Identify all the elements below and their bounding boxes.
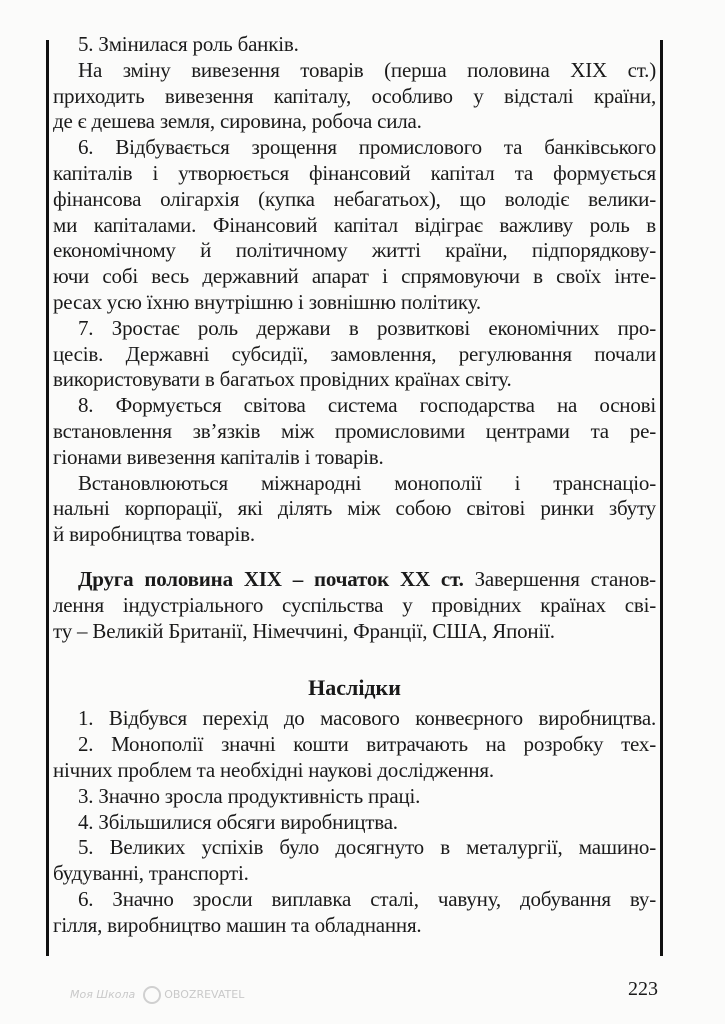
paragraph (53, 58, 656, 135)
section-heading: Наслідки (308, 675, 401, 701)
text-line: ючи собі весь державний апарат і спрямовуючи в своїх інте- (53, 264, 656, 289)
text-line: 6. Відбувається зрощення промислового та банківського (78, 135, 656, 160)
text-line: 8. Формується світова система господарства на основі (78, 393, 656, 418)
page-text (53, 32, 656, 939)
right-margin-rule (660, 40, 663, 956)
text-line: й виробництва товарів. (53, 522, 255, 547)
paragraph (53, 810, 656, 836)
paragraph (53, 316, 656, 393)
text-line: 1. Відбувся перехід до масового конвеєрного виробництва. (78, 706, 656, 731)
text-line: встановлення зв’язків між промисловими центрами та ре- (53, 418, 656, 443)
text-line: цесів. Державні субсидії, замовлення, регулювання почали (53, 341, 656, 366)
text-line: 6. Значно зросли виплавка сталі, чавуну, добування ву- (78, 886, 656, 911)
text-line: 7. Зростає роль держави в розвиткові економічних про- (78, 315, 656, 340)
text-line: нальні корпорації, які ділять між собою світові ринки збуту (53, 496, 656, 521)
text-line: будуванні, транспорті. (53, 861, 249, 886)
text-line: нічних проблем та необхідні наукові дослідження. (53, 757, 494, 782)
paragraph (53, 784, 656, 810)
text-line: 5. Великих успіхів було досягнуто в металургії, машино- (78, 835, 656, 860)
text-line: 5. Змінилася роль банків. (78, 32, 299, 56)
paragraph (53, 567, 656, 644)
text-line: використовувати в багатьох провідних країнах світу. (53, 367, 512, 392)
paragraph (53, 135, 656, 316)
watermark-brand: OBOZREVATEL (164, 988, 245, 1001)
paragraph (53, 732, 656, 784)
text-line: лення індустріального суспільства у провідних країнах сві- (53, 592, 656, 617)
text-line: капіталів і утворюється фінансовий капітал та формується (53, 160, 656, 185)
text-line: 4. Збільшилися обсяги виробництва. (78, 809, 398, 834)
text-line (53, 567, 656, 593)
text-line: ту – Великій Британії, Німеччині, Франції, США, Японії. (53, 618, 555, 643)
paragraph (53, 887, 656, 939)
text-line: гілля, виробництво машин та обладнання. (53, 912, 422, 937)
paragraph (53, 835, 656, 887)
text-line: де є дешева земля, сировина, робоча сила. (53, 109, 422, 134)
text-line: гіонами вивезення капіталів і товарів. (53, 444, 384, 469)
left-margin-rule (46, 40, 49, 956)
text-line: ми капіталами. Фінансовий капітал відіграє важливу роль в (53, 212, 656, 237)
paragraph (53, 32, 656, 58)
text-line: На зміну вивезення товарів (перша половина XIX ст.) (78, 57, 656, 82)
bold-lead-text: Друга половина XIX – початок XX ст. (78, 566, 464, 591)
paragraph (53, 706, 656, 732)
text-line: приходить вивезення капіталу, особливо у відсталі країни, (53, 83, 656, 108)
text-line: 3. Значно зросла продуктивність праці. (78, 783, 421, 808)
line-text: Завершення станов- (463, 566, 656, 591)
text-line: фінансова олігархія (купка небагатьох), що володіє велики- (53, 186, 656, 211)
watermark (70, 986, 244, 1004)
paragraph (53, 393, 656, 470)
watermark-brand: Моя Школа (70, 988, 136, 1001)
text-line: Встановлюються міжнародні монополії і транснаціо- (78, 470, 656, 495)
paragraph (53, 471, 656, 548)
watermark-logo-icon (143, 986, 161, 1004)
text-line: 2. Монополії значні кошти витрачають на розробку тех- (78, 732, 656, 757)
page-number: 223 (628, 978, 658, 1000)
section-spacer (53, 548, 656, 567)
section-spacer (53, 644, 656, 670)
text-line: економічному й політичному житті країни, підпорядкову- (53, 238, 656, 263)
text-line: ресах усю їхню внутрішню і зовнішню політику. (53, 289, 481, 314)
